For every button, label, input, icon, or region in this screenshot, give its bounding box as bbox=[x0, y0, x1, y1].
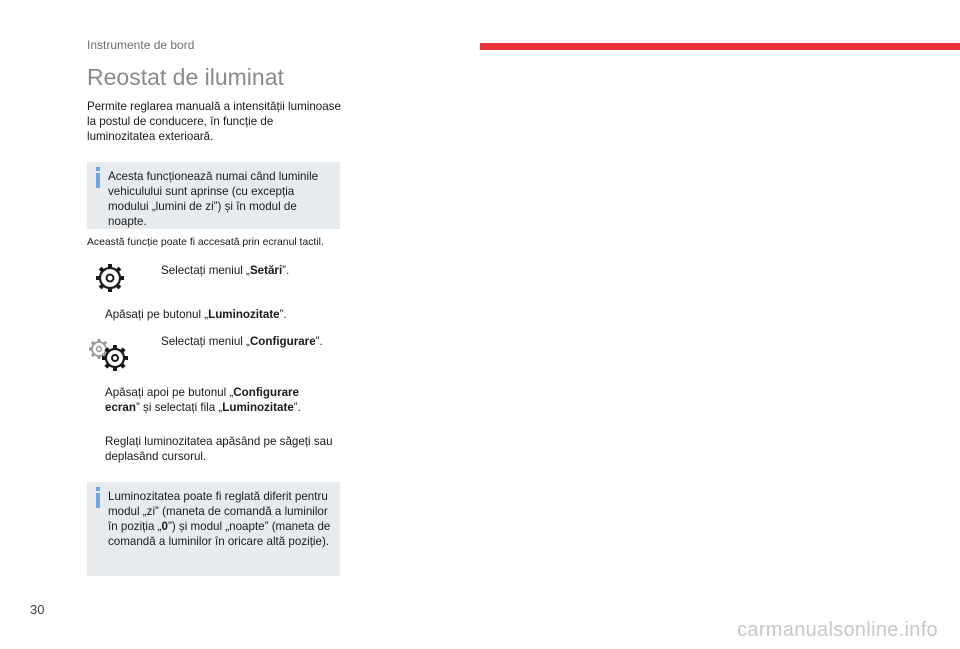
step-text-post: ”. bbox=[279, 308, 287, 321]
step-bullet bbox=[143, 334, 161, 349]
step-text: Reglați luminozitatea apăsând pe săgeți sau deplasând cursorul. bbox=[105, 435, 333, 463]
info-note-1 bbox=[87, 162, 340, 229]
step-press-brightness bbox=[87, 307, 342, 322]
info-note-1-text: Acesta funcționează numai când luminile vehiculului sunt aprinse (cu excepția modului „lumini de zi”) și în modul de noapte. bbox=[108, 170, 319, 228]
intro-paragraph: Permite reglarea manuală a intensității luminoase la postul de conducere, în funcție de luminozitatea exterioară. bbox=[87, 100, 341, 143]
step-text-bold: Configurare ecran bbox=[105, 386, 299, 414]
header-accent-bar bbox=[480, 43, 960, 50]
step-text-pre: Apăsați pe butonul „ bbox=[105, 308, 209, 321]
step-text bbox=[161, 334, 323, 349]
info-note-2 bbox=[87, 482, 340, 576]
step-text bbox=[105, 307, 287, 322]
step-bullet bbox=[143, 263, 161, 278]
step-bullet bbox=[87, 307, 105, 322]
step-text-pre: Selectați meniul „ bbox=[161, 264, 250, 277]
info-note-2-post: ”) și modul „noapte” (maneta de comandă a luminilor în oricare altă poziție). bbox=[108, 520, 331, 548]
step-select-settings bbox=[143, 263, 343, 278]
step-text-bold: Luminozitate bbox=[208, 308, 280, 321]
step-bullet bbox=[87, 434, 105, 464]
info-note-2-bold: 0 bbox=[161, 520, 168, 533]
info-note-2-text bbox=[108, 489, 332, 549]
step-text-bold: Setări bbox=[249, 264, 283, 277]
info-icon bbox=[96, 493, 100, 508]
step-text-bold: Configurare bbox=[249, 335, 316, 348]
step-select-configuration bbox=[143, 334, 343, 349]
info-icon bbox=[96, 173, 100, 188]
gear-icon bbox=[95, 263, 125, 293]
page-number: 30 bbox=[30, 602, 45, 617]
step-adjust-brightness bbox=[87, 434, 337, 464]
touchscreen-note: Această funcție poate fi accesată prin ecranul tactil. bbox=[87, 237, 324, 248]
double-gear-icon bbox=[87, 336, 131, 374]
step-text-mid: ” și selectați fila „ bbox=[135, 401, 223, 414]
watermark: carmanualsonline.info bbox=[737, 619, 938, 641]
step-text-post: ”. bbox=[315, 335, 323, 348]
step-text-post: ”. bbox=[293, 401, 301, 414]
step-text-post: ”. bbox=[282, 264, 290, 277]
step-text-bold-2: Luminozitate bbox=[222, 401, 294, 414]
page-title: Reostat de iluminat bbox=[87, 64, 284, 90]
step-text-pre: Selectați meniul „ bbox=[161, 335, 250, 348]
info-note-2-pre: Luminozitatea poate fi reglată diferit pentru modul „zi” (maneta de comandă a luminilor în poziția „ bbox=[108, 490, 328, 533]
step-bullet bbox=[87, 385, 105, 415]
step-text bbox=[105, 385, 327, 415]
section-label: Instrumente de bord bbox=[87, 38, 195, 52]
step-text bbox=[161, 263, 289, 278]
step-text-pre: Apăsați apoi pe butonul „ bbox=[105, 386, 234, 399]
step-press-screen-configuration bbox=[87, 385, 327, 415]
